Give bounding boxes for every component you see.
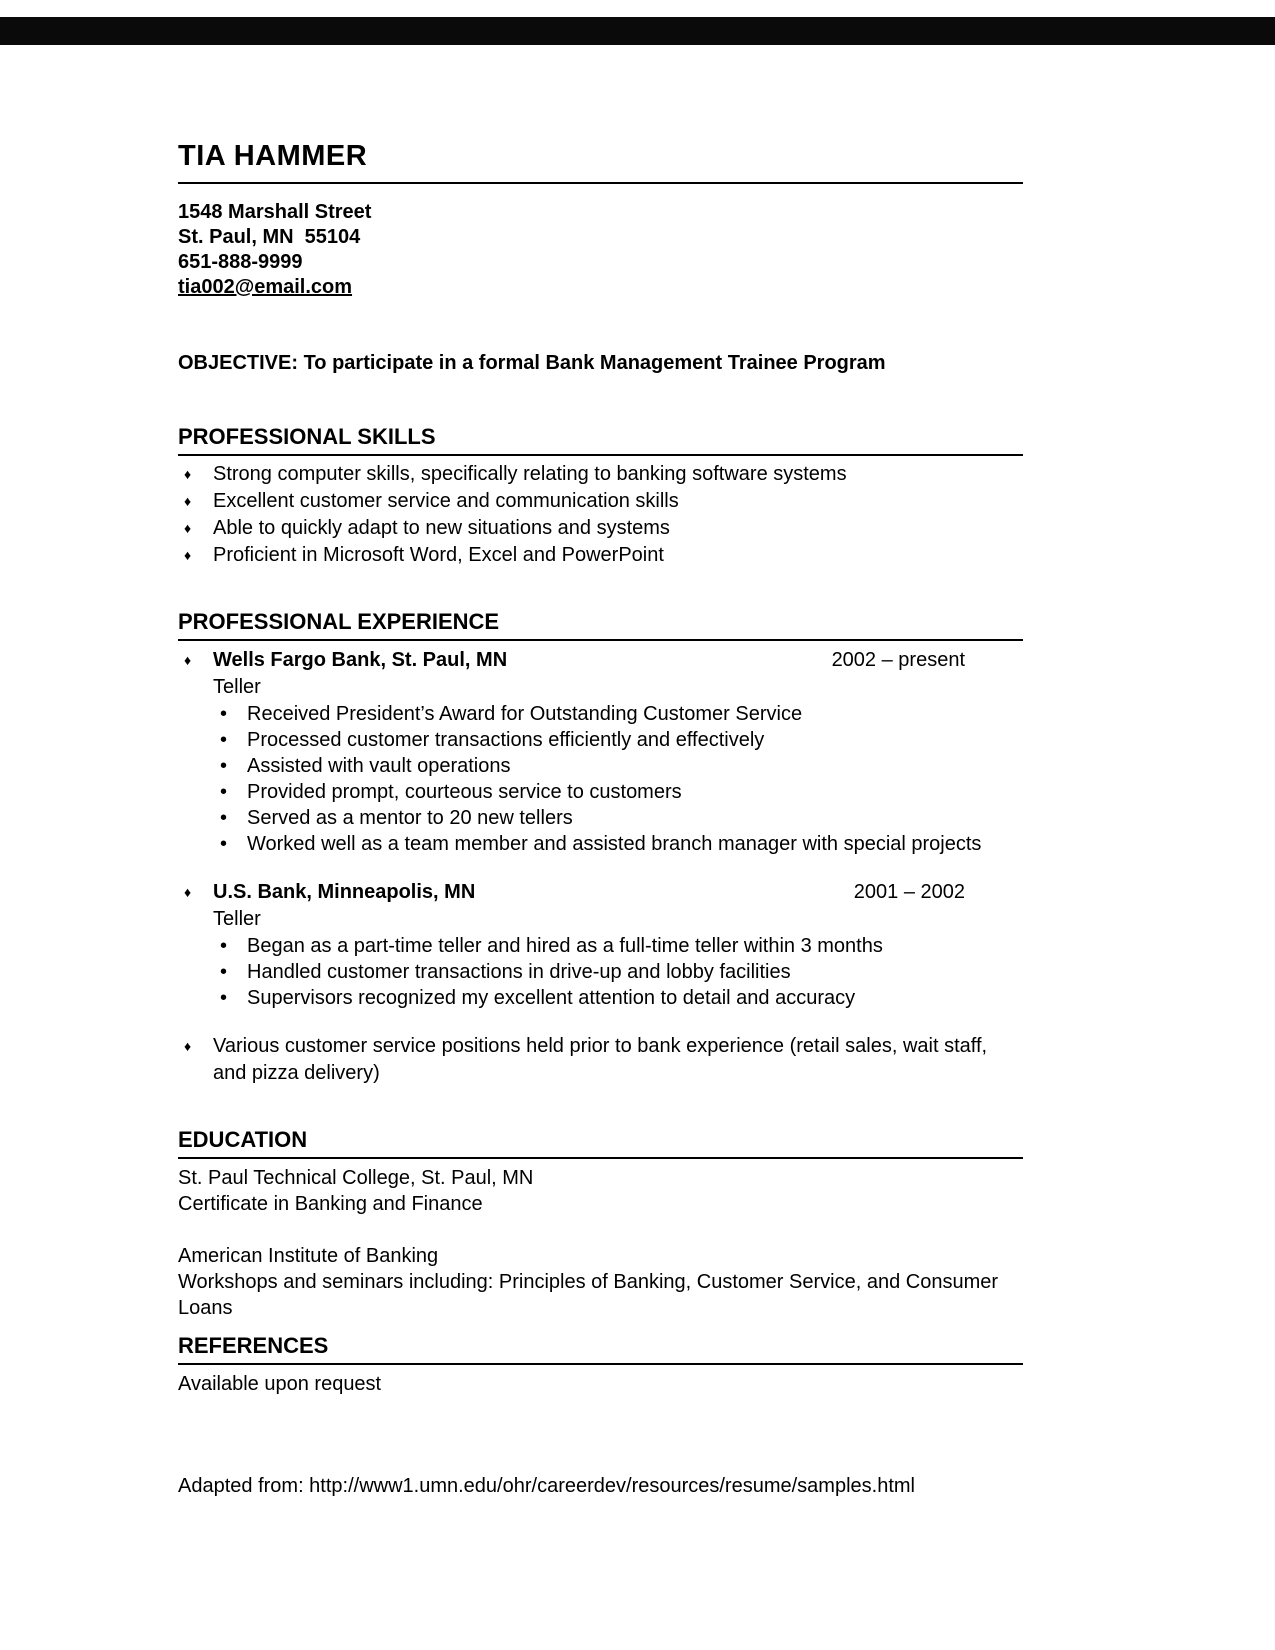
job-entry [178,879,1023,1011]
job-title: Teller [213,676,261,698]
job-dates: 2002 – present [831,649,965,671]
skill-item [178,515,1023,542]
bullet-icon: • [220,755,228,777]
address-street: 1548 Marshall Street [178,201,372,223]
job-bullet [213,959,1023,985]
diamond-bullet-icon: ♦ [184,1038,192,1054]
contact-block [178,200,1023,300]
skill-text: Proficient in Microsoft Word, Excel and PowerPoint [213,544,664,566]
job-bullet-text: Handled customer transactions in drive-up and lobby facilities [247,961,791,983]
bullet-icon: • [220,729,228,751]
section-professional-skills [178,424,1023,569]
address-city: St. Paul, MN 55104 [178,226,361,248]
education-workshops: Workshops and seminars including: Principles of Banking, Customer Service, and Consumer Loans [178,1271,999,1319]
job-bullet-text: Assisted with vault operations [247,755,511,777]
bullet-icon: • [220,935,228,957]
resume-content [178,140,1023,1397]
references-text: Available upon request [178,1373,382,1395]
job-bullet-text: Served as a mentor to 20 new tellers [247,807,573,829]
references-heading: REFERENCES [178,1333,1023,1365]
job-bullet-text: Provided prompt, courteous service to customers [247,781,682,803]
job-bullet-text: Received President’s Award for Outstanding Customer Service [247,703,803,725]
job-bullet-list [178,933,1023,1011]
section-education [178,1127,1023,1321]
bullet-icon: • [220,807,228,829]
job-bullet-text: Worked well as a team member and assisted branch manager with special projects [247,833,982,855]
job-bullet [213,701,1023,727]
employer-name: U.S. Bank, Minneapolis, MN [213,881,476,903]
job-bullet [213,727,1023,753]
skill-item [178,542,1023,569]
skills-list [178,461,1023,569]
job-bullet [213,985,1023,1011]
email-link[interactable]: tia002@email.com [178,276,353,298]
diamond-bullet-icon: ♦ [184,466,192,482]
name-divider [178,182,1023,184]
phone-number: 651-888-9999 [178,251,303,273]
additional-experience [178,1033,1023,1087]
employer-name: Wells Fargo Bank, St. Paul, MN [213,649,508,671]
job-bullet [213,753,1023,779]
education-school: St. Paul Technical College, St. Paul, MN [178,1167,534,1189]
bullet-icon: • [220,703,228,725]
job-header [178,879,1023,906]
education-credential: Certificate in Banking and Finance [178,1193,483,1215]
candidate-name: TIA HAMMER [178,140,368,172]
job-bullet [213,779,1023,805]
skill-text: Able to quickly adapt to new situations and systems [213,517,670,539]
bullet-icon: • [220,961,228,983]
skill-item [178,488,1023,515]
source-attribution: Adapted from: http://www1.umn.edu/ohr/careerdev/resources/resume/samples.html [178,1475,915,1497]
job-title: Teller [213,908,261,930]
diamond-bullet-icon: ♦ [184,520,192,536]
additional-experience-text: Various customer service positions held prior to bank experience (retail sales, wait staff, and pizza delivery) [213,1035,988,1084]
skill-item [178,461,1023,488]
bullet-icon: • [220,781,228,803]
bullet-icon: • [220,987,228,1009]
diamond-bullet-icon: ♦ [184,652,192,668]
skill-text: Strong computer skills, specifically relating to banking software systems [213,463,847,485]
education-lines [178,1165,1023,1321]
job-bullet [213,805,1023,831]
diamond-bullet-icon: ♦ [184,493,192,509]
job-bullet-list [178,701,1023,857]
bullet-icon: • [220,833,228,855]
education-institute: American Institute of Banking [178,1245,439,1267]
skills-heading: PROFESSIONAL SKILLS [178,424,1023,456]
section-professional-experience [178,609,1023,1087]
job-header [178,647,1023,674]
section-references [178,1333,1023,1397]
skill-text: Excellent customer service and communication skills [213,490,679,512]
job-entry [178,647,1023,857]
job-bullet-text: Began as a part-time teller and hired as a full-time teller within 3 months [247,935,883,957]
blank-line [178,1217,1023,1243]
diamond-bullet-icon: ♦ [184,547,192,563]
experience-heading: PROFESSIONAL EXPERIENCE [178,609,1023,641]
top-black-bar [0,17,1275,45]
job-bullet [213,831,1023,857]
education-heading: EDUCATION [178,1127,1023,1159]
objective-statement: OBJECTIVE: To participate in a formal Bank Management Trainee Program [178,352,886,374]
job-bullet [213,933,1023,959]
diamond-bullet-icon: ♦ [184,884,192,900]
job-bullet-text: Processed customer transactions efficiently and effectively [247,729,765,751]
job-bullet-text: Supervisors recognized my excellent attention to detail and accuracy [247,987,856,1009]
job-dates: 2001 – 2002 [853,881,965,903]
